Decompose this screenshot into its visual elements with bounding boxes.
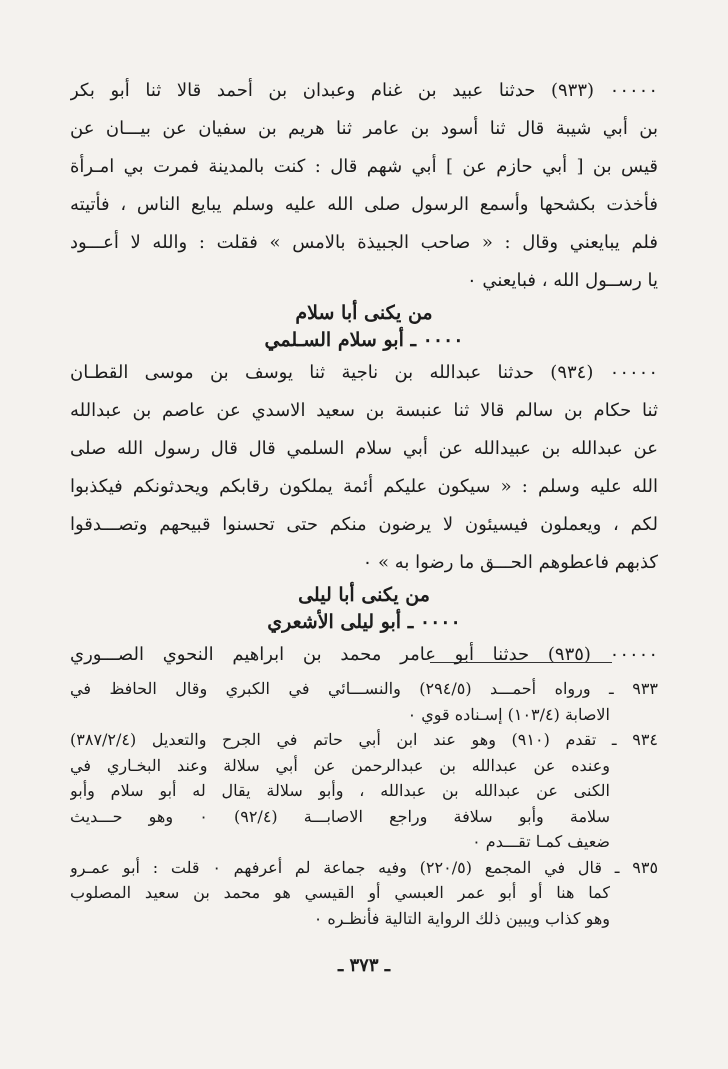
footnote-line: ٩٣٣ ـ ورواه أحمـــد (٢٩٤/٥) والنســـائي في الكبري وقال الحافظ في	[70, 679, 658, 698]
footnote-line: ٩٣٥ ـ قال في المجمع (٢٢٠/٥) وفيه جماعة لم أعرفهم ٠ قلت : أبو عمـرو	[70, 857, 658, 877]
text-line: ٠٠٠٠٠ (٩٣٤) حدثنا عبدالله بن ناجية ثنا يوسف بن موسى القطـان	[70, 362, 658, 383]
text-line: الله عليه وسلم : « سيكون عليكم أئمة يملكون رقابكم ويحدثونكم فيكذبوا	[70, 476, 658, 497]
text-line: فلم يبايعني وقال : « صاحب الجبيذة بالامس » فقلت : والله لا أعـــود	[70, 232, 658, 253]
text-line: قيس بن [ أبي حازم عن ] أبي شهم قال : كنت بالمدينة فمرت بي امـرأة	[70, 156, 658, 177]
text-line: ٠٠٠٠٠ (٩٣٣) حدثنا عبيد بن غنام وعبدان بن أحمد قالا ثنا أبو بكر	[70, 80, 658, 101]
section-heading: ٠٠٠٠ ـ أبو سلام السـلمي	[264, 329, 464, 351]
text-line: يا رســول الله ، فبايعني ٠	[466, 270, 658, 291]
main-text	[70, 72, 658, 674]
text-line: فأخذت بكشحها وأسمع الرسول صلى الله عليه وسلم يبايع الناس ، فأتيته	[70, 194, 658, 215]
page-number: ـ ٣٧٣ ـ	[337, 955, 391, 976]
footnote-line: وهو كذاب ويبين ذلك الرواية التالية فأنظـره ٠	[313, 908, 610, 928]
text-line: ثنا حكام بن سالم قالا ثنا عنبسة بن سعيد الاسدي عن عاصم بن عبدالله	[70, 400, 658, 421]
footnote-line: كما هنا أو أبو عمر العبسي أو القيسي هو محمد بن سعيد المصلوب	[70, 883, 610, 902]
section-heading: من يكنى أبا سلام	[295, 302, 433, 324]
footnote-line: ضعيف كمـا تقـــدم ٠	[472, 832, 610, 851]
footnotes	[70, 676, 658, 931]
footnote-line: الكنى عن عبدالله بن عبدالله ، وأبو سلالة يقال له أبو سلام وأبو	[70, 781, 610, 800]
text-line: ٠٠٠٠٠ (٩٣٥) حدثنا أبو عامر محمد بن ابراهيم النحوي الصـــوري	[70, 644, 658, 665]
footnote-line: الاصابة (١٠٣/٤) إسـناده قوي ٠	[407, 704, 610, 724]
section-heading: من يكنى أبا ليلى	[298, 584, 430, 606]
text-line: عن عبدالله بن عبيدالله عن أبي سلام السلمي قال قال رسول الله صلى	[70, 438, 658, 459]
footnote-line: وعنده عن عبدالله بن عبدالرحمن عن أبي سلالة وعند البخـاري في	[70, 755, 611, 775]
footnote-line: ٩٣٤ ـ تقدم (٩١٠) وهو عند ابن أبي حاتم في الجرح والتعديل (٣٨٧/٢/٤)	[70, 730, 658, 749]
footnote-line: سلامة وأبو سلافة وراجع الاصابـــة (٩٢/٤) ٠ وهو حـــديث	[70, 806, 610, 826]
text-line: لكم ، ويعملون فيسيئون لا يرضون منكم حتى تحسنوا قبيحهم وتصـــدقوا	[70, 514, 658, 535]
footnote-separator	[430, 662, 612, 663]
text-line: بن أبي شيبة قال ثنا أسود بن عامر ثنا هريم بن سفيان عن بيـــان عن	[70, 118, 658, 139]
text-line: كذبهم فاعطوهم الحـــق ما رضوا به » ٠	[362, 552, 658, 573]
section-heading: ٠٠٠٠ ـ أبو ليلى الأشعري	[267, 611, 461, 633]
